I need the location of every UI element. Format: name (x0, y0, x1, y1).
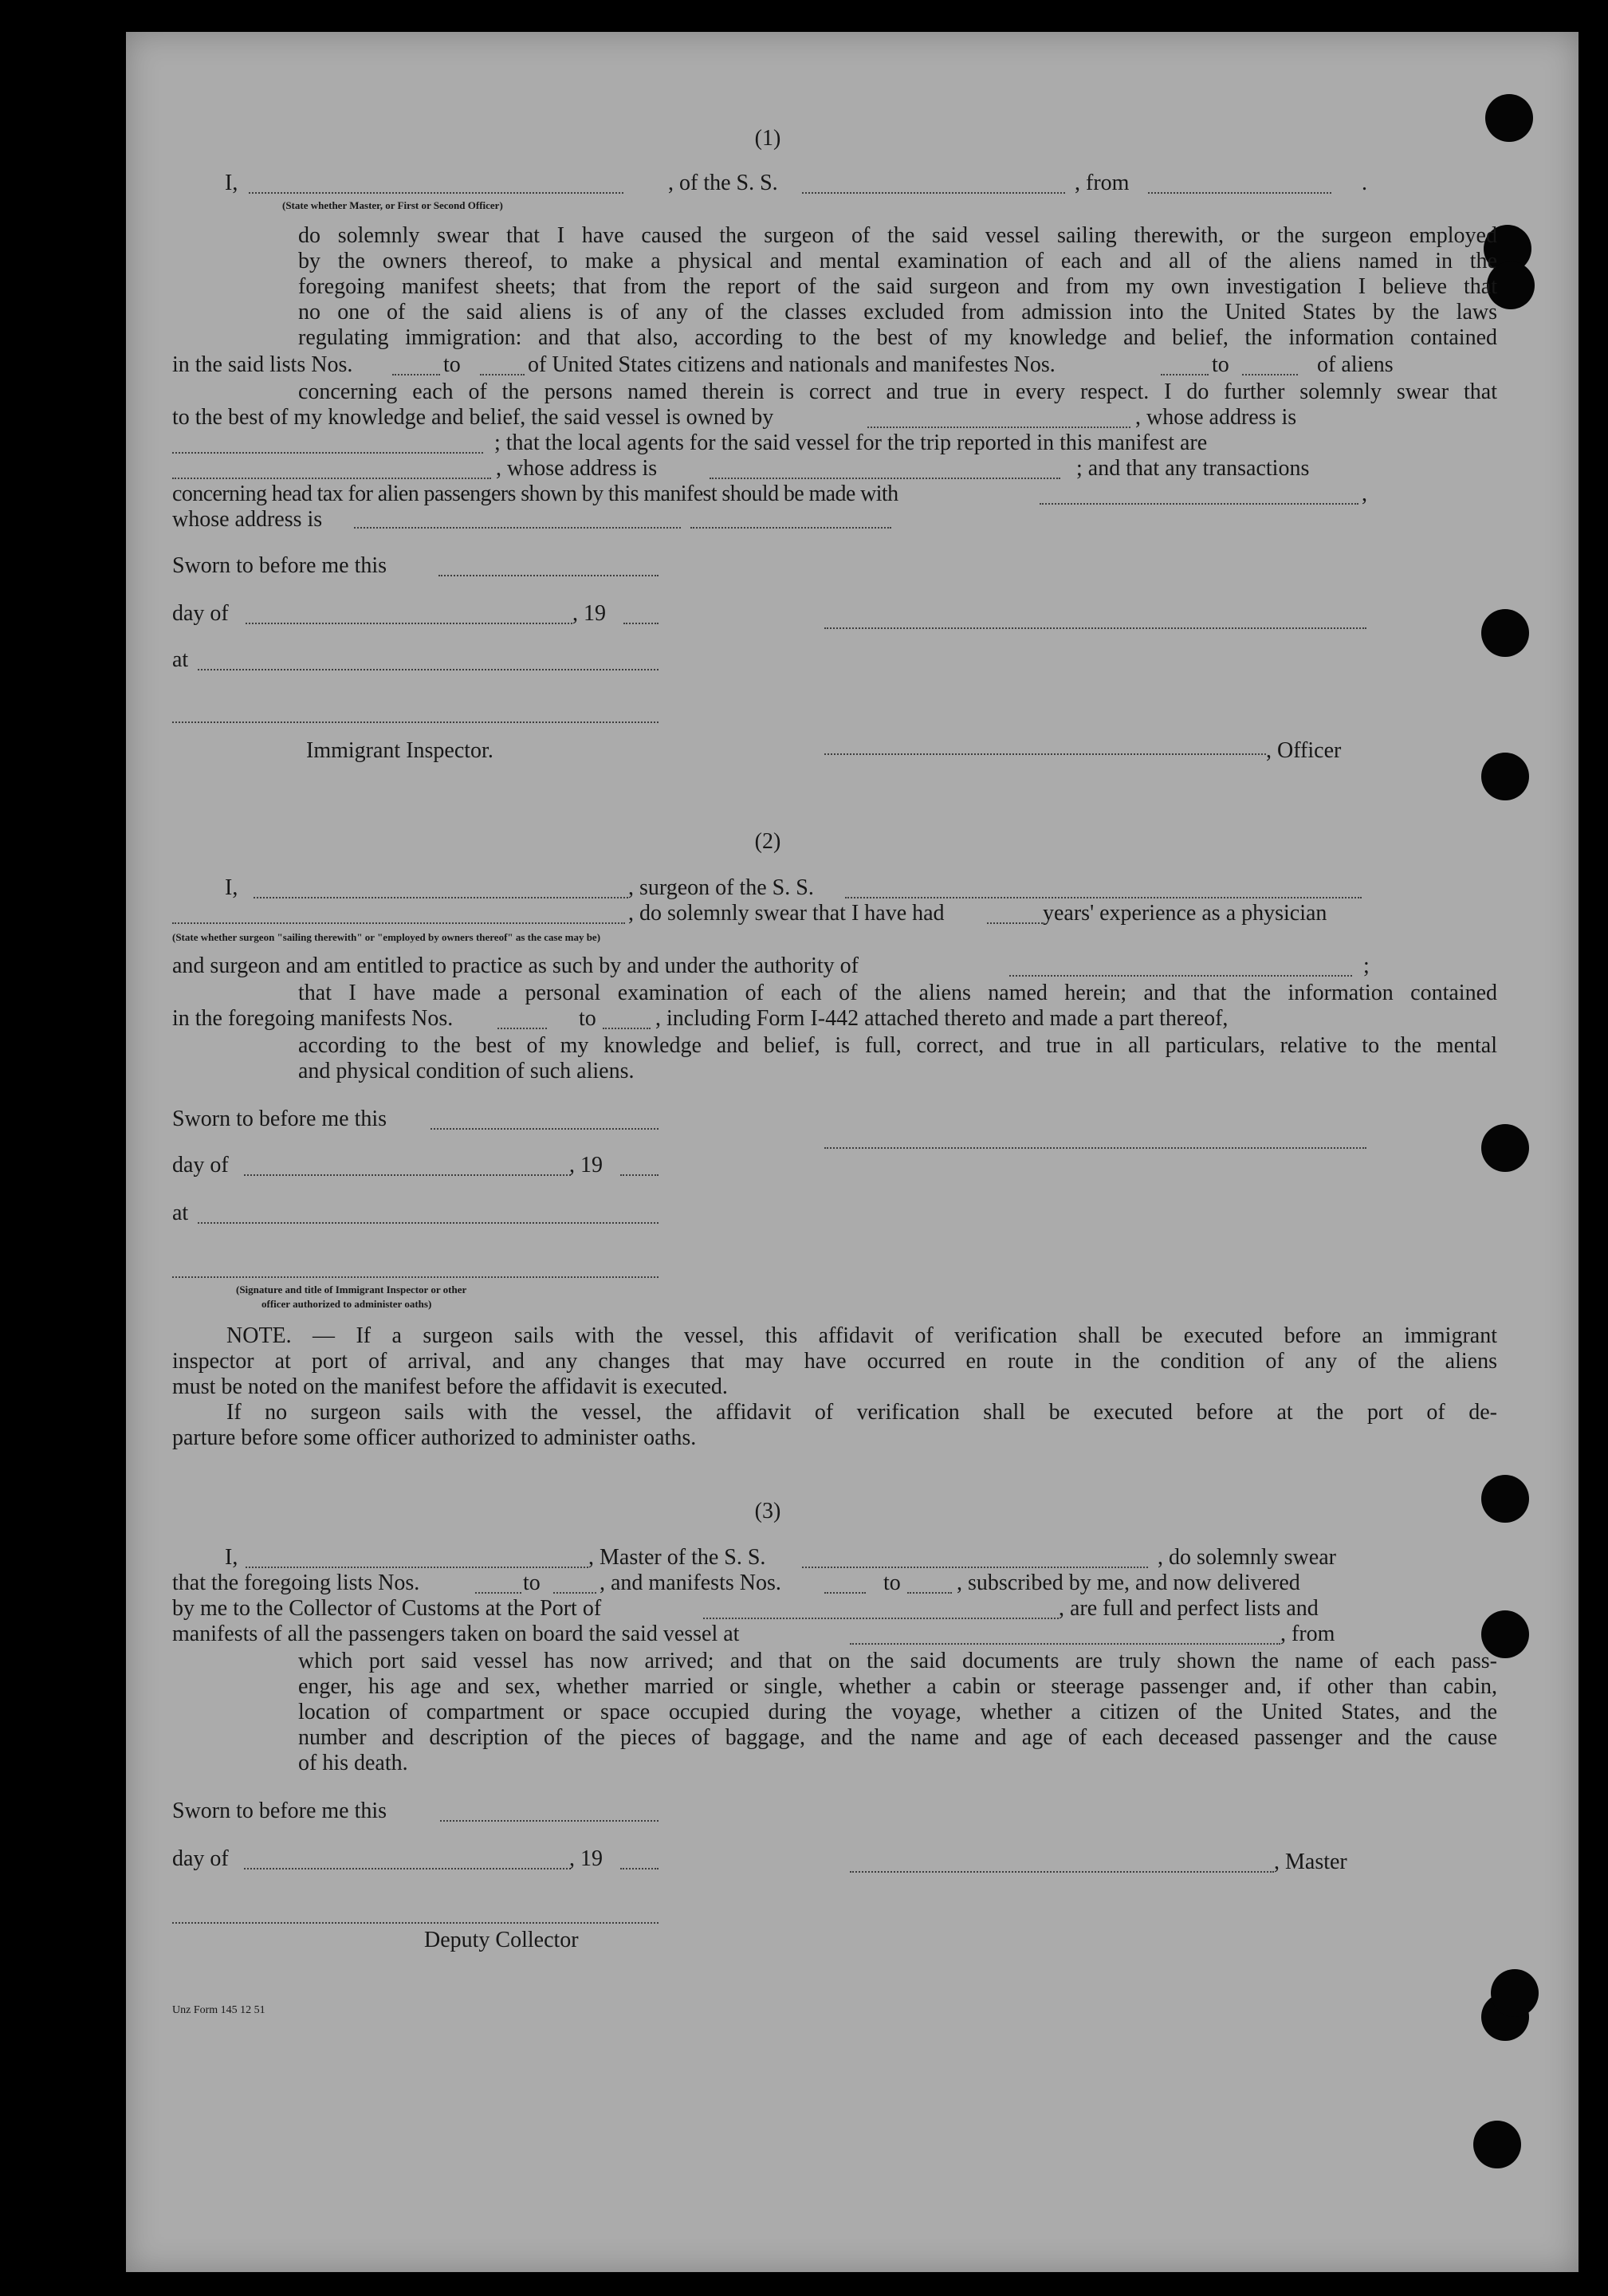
s2-authority-field[interactable] (1009, 974, 1352, 977)
s2-line-6: according to the best of my knowledge and belief, is full, correct, and true in all particulars, relative to the mental (298, 1033, 1497, 1058)
s3-manifests-from-field[interactable] (824, 1591, 866, 1594)
s2-nineteen: , 19 (569, 1153, 603, 1177)
s1-line-2: by the owners thereof, to make a physical and mental examination of each and all of the aliens named in the (298, 249, 1497, 273)
s2-inspector-signature-line[interactable] (172, 1276, 659, 1278)
s1-line10-b: ; and that any transactions (1076, 456, 1310, 481)
s2-status-field[interactable] (172, 922, 625, 924)
s3-master-signature-line[interactable] (850, 1870, 1274, 1873)
s2-line5-a: in the foregoing manifests Nos. (172, 1006, 454, 1031)
s3-port-field[interactable] (703, 1617, 1059, 1619)
s1-at: at (172, 647, 189, 672)
section-2-number: (2) (754, 829, 781, 854)
s1-lists-to-field[interactable] (480, 373, 525, 375)
s1-line6-d: to (1212, 352, 1229, 377)
s1-sworn: Sworn to before me this (172, 553, 387, 578)
s2-sworn: Sworn to before me this (172, 1107, 387, 1131)
s1-inspector-signature-line[interactable] (172, 721, 659, 723)
s3-line-9: of his death. (298, 1751, 408, 1775)
s2-at-field[interactable] (198, 1221, 659, 1224)
punch-hole (1473, 2121, 1521, 2168)
s2-manifests-to-field[interactable] (603, 1027, 651, 1029)
s3-line2-b: to (523, 1571, 541, 1595)
s2-sworn-field[interactable] (431, 1127, 659, 1130)
s2-day-field[interactable] (244, 1174, 571, 1176)
s3-line2-d: to (883, 1571, 901, 1595)
s1-line11-a: concerning head tax for alien passengers shown by this manifest should be made with (172, 482, 898, 506)
section-1-number: (1) (754, 126, 781, 151)
s1-officer-signature-line[interactable] (824, 627, 1366, 629)
s2-line-4: that I have made a personal examination of each of the aliens named herein; and that the information contained (298, 981, 1497, 1005)
s3-year-field[interactable] (620, 1867, 659, 1869)
s2-day-of: day of (172, 1153, 229, 1177)
s2-line3-a: and surgeon and am entitled to practice as such by and under the authority of (172, 953, 859, 978)
s3-line2-a: that the foregoing lists Nos. (172, 1571, 420, 1595)
s2-years-field[interactable] (987, 922, 1043, 924)
s2-at: at (172, 1201, 189, 1225)
s1-i: I, (225, 171, 238, 195)
form-number: Unz Form 145 12 51 (172, 2004, 265, 2016)
s1-agents-address-field[interactable] (710, 477, 1060, 479)
s2-line5-b: to (579, 1006, 596, 1031)
s3-line3-a: by me to the Collector of Customs at the Port of (172, 1596, 602, 1621)
s3-line2-e: , subscribed by me, and now delivered (957, 1571, 1300, 1595)
s1-headtax-address-field[interactable] (354, 526, 681, 529)
s1-from-field[interactable] (1148, 191, 1331, 194)
s1-line-3: foregoing manifest sheets; that from the report of the said surgeon and from my own investigation I believe that (298, 274, 1497, 299)
s1-agents-field[interactable] (172, 477, 491, 479)
s1-line9: ; that the local agents for the said vessel for the trip reported in this manifest are (494, 431, 1208, 455)
s1-line11-b: , (1362, 482, 1367, 506)
s3-line-5: which port said vessel has now arrived; and that on the said documents are truly shown the name of each pass- (298, 1649, 1497, 1673)
s2-line2-b: years' experience as a physician (1043, 901, 1327, 926)
s1-officer-name-line[interactable] (824, 753, 1266, 755)
s1-officer: , Officer (1266, 738, 1342, 763)
s1-line-1: do solemnly swear that I have caused the surgeon of the said vessel sailing therewith, or the surgeon employed (298, 223, 1497, 248)
s3-line-7: location of compartment or space occupied during the voyage, whether a citizen of the United States, and the (298, 1700, 1497, 1724)
s2-status-note: (State whether surgeon "sailing therewith" or "employed by owners thereof" as the case may be) (172, 931, 601, 943)
s3-lists-to-field[interactable] (553, 1591, 596, 1594)
s1-line8-a: to the best of my knowledge and belief, the said vessel is owned by (172, 405, 774, 430)
note-line-2: inspector at port of arrival, and any changes that may have occurred en route in the condition of any of the aliens (172, 1349, 1497, 1374)
s1-from: , from (1075, 171, 1130, 195)
s1-line8-b: , whose address is (1135, 405, 1297, 430)
s2-i: I, (225, 875, 238, 900)
punch-hole (1481, 753, 1529, 800)
punch-hole (1481, 609, 1529, 657)
s1-line6-e: of aliens (1317, 352, 1394, 377)
s2-name-field[interactable] (254, 896, 628, 898)
punch-hole (1481, 1124, 1529, 1172)
note-line-4: If no surgeon sails with the vessel, the affidavit of verification shall be executed before at the port of de- (226, 1400, 1497, 1425)
s3-lists-from-field[interactable] (475, 1591, 521, 1594)
s1-owner-address-field[interactable] (172, 451, 483, 454)
punch-hole (1491, 1969, 1539, 2017)
s1-sworn-field[interactable] (438, 574, 659, 576)
s1-headtax-field[interactable] (1040, 502, 1358, 505)
note-line-1: NOTE. — If a surgeon sails with the vessel, this affidavit of verification shall be executed before an immigrant (226, 1323, 1497, 1348)
s2-surgeon-of: , surgeon of the S. S. (628, 875, 814, 900)
s3-line-8: number and description of the pieces of baggage, and the name and age of each deceased passenger and the cause (298, 1725, 1497, 1750)
s2-line-7: and physical condition of such aliens. (298, 1059, 635, 1083)
s1-year-field[interactable] (623, 622, 659, 624)
s3-swear: , do solemnly swear (1158, 1545, 1336, 1570)
s3-master: , Master (1274, 1850, 1347, 1874)
s3-line3-b: , are full and perfect lists and (1059, 1596, 1319, 1621)
punch-hole (1481, 1475, 1529, 1523)
s3-master-of: , Master of the S. S. (588, 1545, 766, 1570)
s1-day-of: day of (172, 601, 229, 626)
s3-sworn: Sworn to before me this (172, 1799, 387, 1823)
s1-officer-note: (State whether Master, or First or Second Officer) (282, 199, 503, 211)
s2-sig-note-1: (Signature and title of Immigrant Inspector or other (236, 1284, 467, 1295)
s1-owner-field[interactable] (867, 426, 1130, 428)
s3-deputy: Deputy Collector (424, 1928, 579, 1952)
punch-hole (1485, 94, 1533, 142)
s1-line12: whose address is (172, 507, 323, 532)
s1-nineteen: , 19 (572, 601, 606, 626)
s1-manifests-from-field[interactable] (1161, 373, 1209, 375)
s1-manifests-to-field[interactable] (1242, 373, 1298, 375)
s3-nineteen: , 19 (569, 1846, 603, 1871)
s1-line6-a: in the said lists Nos. (172, 352, 353, 377)
s1-vessel-field[interactable] (802, 191, 1065, 194)
s1-lists-from-field[interactable] (392, 373, 440, 375)
s2-surgeon-signature-line[interactable] (824, 1146, 1366, 1149)
s1-of-ss: , of the S. S. (668, 171, 778, 195)
section-3-number: (3) (754, 1499, 781, 1523)
s1-inspector: Immigrant Inspector. (306, 738, 493, 763)
s3-name-field[interactable] (246, 1566, 588, 1568)
s1-at-field[interactable] (198, 668, 659, 670)
s3-collector-signature-line[interactable] (172, 1921, 659, 1924)
s3-day-of: day of (172, 1846, 229, 1871)
s2-line2-a: , do solemnly swear that I have had (628, 901, 945, 926)
s3-line-6: enger, his age and sex, whether married or single, whether a cabin or steerage passenger and, if other than cabin, (298, 1674, 1497, 1699)
s3-day-field[interactable] (244, 1867, 571, 1869)
s1-line-7: concerning each of the persons named therein is correct and true in every respect. I do further solemnly swear that (298, 379, 1497, 404)
s2-line3-b: ; (1363, 953, 1370, 978)
s1-headtax-address-field-2[interactable] (690, 526, 891, 529)
s2-sig-note-2: officer authorized to administer oaths) (261, 1298, 432, 1310)
note-line-5: parture before some officer authorized to administer oaths. (172, 1425, 697, 1450)
form-sheet (126, 32, 1579, 2272)
s1-line10-a: , whose address is (496, 456, 658, 481)
s3-manifests-to-field[interactable] (907, 1591, 952, 1594)
s3-sworn-field[interactable] (440, 1819, 659, 1822)
s1-day-field[interactable] (246, 622, 572, 624)
s3-vessel-field[interactable] (802, 1566, 1148, 1568)
s1-line-4: no one of the said aliens is of any of the classes excluded from admission into the United States by the laws (298, 300, 1497, 324)
s2-manifests-from-field[interactable] (497, 1027, 547, 1029)
s3-i: I, (225, 1545, 238, 1570)
s2-vessel-field[interactable] (845, 896, 1362, 898)
note-line-3: must be noted on the manifest before the affidavit is executed. (172, 1374, 728, 1399)
s3-line4-a: manifests of all the passengers taken on board the said vessel at (172, 1622, 740, 1646)
s3-embark-port-field[interactable] (850, 1642, 1280, 1645)
s1-line6-b: to (443, 352, 461, 377)
s1-line-5: regulating immigration: and that also, according to the best of my knowledge and belief, the information contained (298, 325, 1497, 350)
s1-period: . (1362, 171, 1367, 195)
s2-year-field[interactable] (620, 1174, 659, 1176)
s2-line5-c: , including Form I-442 attached thereto and made a part thereof, (655, 1006, 1229, 1031)
s1-officer-field[interactable] (249, 191, 623, 194)
s1-line6-c: of United States citizens and nationals and manifestes Nos. (528, 352, 1056, 377)
s3-line2-c: , and manifests Nos. (600, 1571, 781, 1595)
s3-line4-b: , from (1280, 1622, 1335, 1646)
